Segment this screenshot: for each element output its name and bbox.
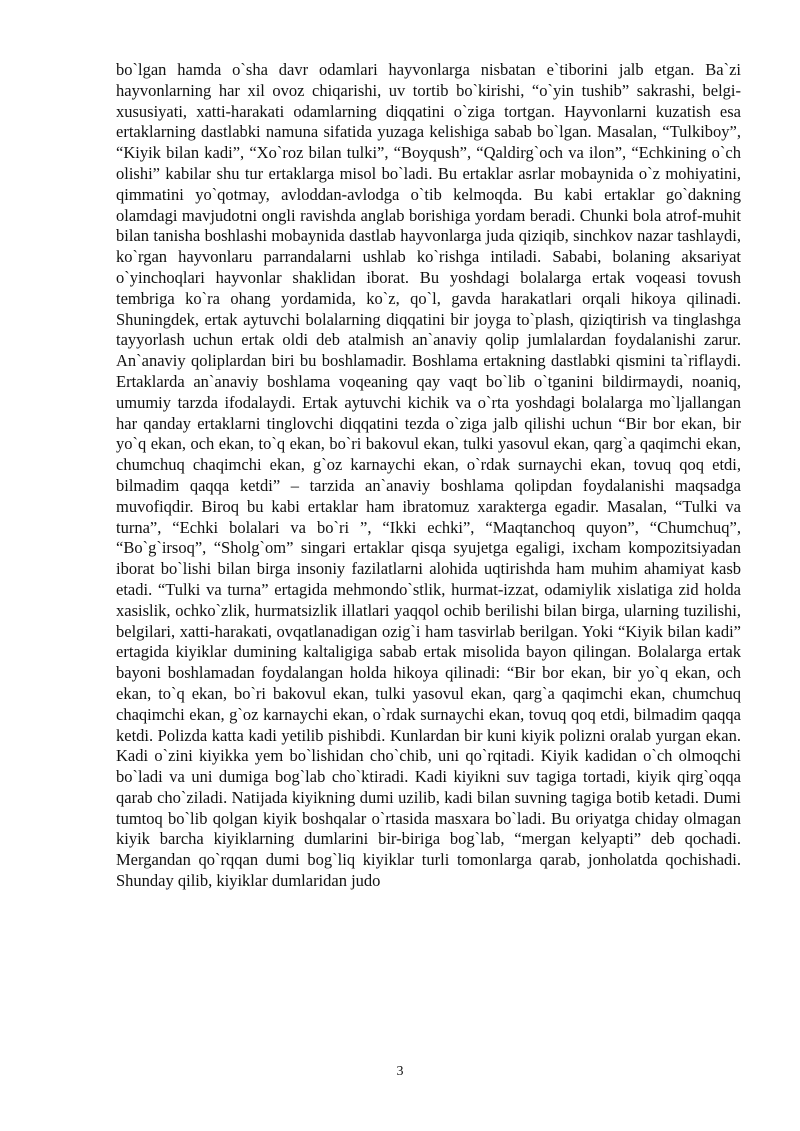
- page-content: [116, 60, 741, 892]
- body-paragraph: bo`lgan hamda o`sha davr odamlari hayvonlarga nisbatan e`tiborini jalb etgan. Ba`zi hayvonlarning har xil ovoz chiqarishi, uv tortib bo`kirishi, “o`yin tushib” sakrashi, belgi-xususiyati, xatti-harakati odamlarning diqqatini o`ziga tortgan. Hayvonlarni kuzatish esa ertaklarning dastlabki namuna sifatida yuzaga kelishiga sabab bo`lgan. Masalan, “Tulkiboy”, “Kiyik bilan kadi”, “Xo`roz bilan tulki”, “Boyqush”, “Qaldirg`och va ilon”, “Echkining o`ch olishi” kabilar shu tur ertaklarga misol bo`ladi. Bu ertaklar asrlar mobaynida o`z mohiyatini, qimmatini yo`qotmay, avloddan-avlodga o`tib kelmoqda. Bu kabi ertaklar go`dakning olamdagi mavjudotni ongli ravishda anglab borishiga yordam beradi. Chunki bola atrof-muhit bilan tanisha boshlashi mobaynida dastlab hayvonlarga juda qiziqib, sinchkov nazar tashlaydi, ko`rgan hayvonlaru parrandalarni ushlab ko`rishga intiladi. Sababi, bolaning aksariyat o`yinchoqlari hayvonlar shaklidan iborat. Bu yoshdagi bolalarga ertak voqeasi tovush tembriga ko`ra ohang yordamida, ko`z, qo`l, gavda harakatlari orqali hikoya qilinadi. Shuningdek, ertak aytuvchi bolalarning diqqatini bir joyga to`plash, qiziqtirish va tinglashga tayyorlash uchun ertak oldi deb atalmish an`anaviy qolip jumlalardan foydalanishi zarur. An`anaviy qoliplardan biri bu boshlamadir. Boshlama ertakning dastlabki qismini ta`riflaydi. Ertaklarda an`anaviy boshlama voqeaning qay vaqt bo`lib o`tganini bildirmaydi, noaniq, umumiy tarzda ifodalaydi. Ertak aytuvchi kichik va o`rta yoshdagi bolalarga mo`ljallangan har qanday ertaklarni tinglovchi diqqatini tezda o`ziga jalb qilishi uchun “Bir bor ekan, bir yo`q ekan, och ekan, to`q ekan, bo`ri bakovul ekan, tulki yasovul ekan, qarg`a qaqimchi ekan, chumchuq chaqimchi ekan, g`oz karnaychi ekan, o`rdak surnaychi ekan, tovuq qoq etdi, bilmadim qaqqa ketdi” – tarzida an`anaviy boshlama qolipdan foydalanishi maqsadga muvofiqdir. Biroq bu kabi ertaklar ham ibratomuz xarakterga egadir. Masalan, “Tulki va turna”, “Echki bolalari va bo`ri ”, “Ikki echki”, “Maqtanchoq quyon”, “Chumchuq”, “Bo`g`irsoq”, “Sholg`om” singari ertaklar qisqa syujetga egaligi, ixcham kompozitsiyadan iborat bo`lishi bilan birga insoniy fazilatlarni alohida uqtirishda ham muhim ahamiyat kasb etadi. “Tulki va turna” ertagida mehmondo`stlik, hurmat-izzat, odamiylik xislatiga zid holda xasislik, ochko`zlik, hurmatsizlik illatlari yaqqol ochib berilishi bilan birga, ularning tuzilishi, belgilari, xatti-harakati, ovqatlanadigan ozig`i ham tasvirlab berilgan. Yoki “Kiyik bilan kadi” ertagida kiyiklar dumining kaltaligiga sabab ertak misolida bayon qilingan. Bolalarga ertak bayoni boshlamadan foydalangan holda hikoya qilinadi: “Bir bor ekan, bir yo`q ekan, och ekan, to`q ekan, bo`ri bakovul ekan, tulki yasovul ekan, qarg`a qaqimchi ekan, chumchuq chaqimchi ekan, g`oz karnaychi ekan, o`rdak surnaychi ekan, tovuq qoq etdi, bilmadim qaqqa ketdi. Polizda katta kadi yetilib pishibdi. Kunlardan bir kuni kiyik polizni oralab yurgan ekan. Kadi o`zini kiyikka yem bo`lishidan cho`chib, uni qo`rqitadi. Kiyik kadidan o`ch olmoqchi bo`ladi va uni dumiga bog`lab cho`ktiradi. Kadi kiyikni suv tagiga tortadi, kiyik qirg`oqqa qarab cho`ziladi. Natijada kiyikning dumi uzilib, kadi bilan suvning tagiga botib ketadi. Dumi tumtoq bo`lib qolgan kiyik boshqalar o`rtasida masxara bo`ladi. Bu oriyatga chiday olmagan kiyik barcha kiyiklarning dumlarini bir-biriga bog`lab, “mergan kelyapti” deb qochadi. Mergandan qo`rqqan dumi bog`liq kiyiklar turli tomonlarga qarab, jonholatda qochishadi. Shunday qilib, kiyiklar dumlaridan judo: [116, 60, 741, 891]
- page-number: 3: [396, 1064, 404, 1079]
